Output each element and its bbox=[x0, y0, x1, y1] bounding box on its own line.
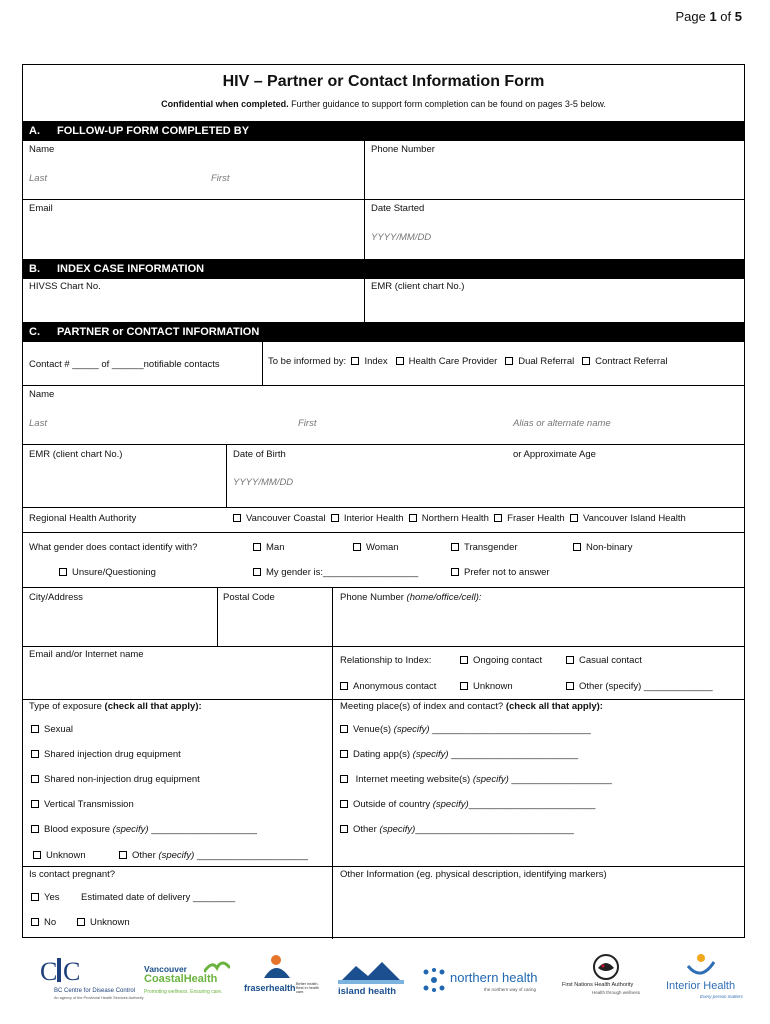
contact-name-label: Name bbox=[29, 389, 55, 400]
exposure-unknown[interactable]: Unknown bbox=[33, 850, 86, 861]
exposure-label: Type of exposure (check all that apply): bbox=[29, 701, 202, 712]
contact-phone-label: Phone Number (home/office/cell): bbox=[340, 592, 482, 603]
meeting-dating-app[interactable]: Dating app(s) (specify) ________________________ bbox=[340, 749, 578, 760]
pregnant-yes[interactable]: Yes bbox=[31, 892, 60, 903]
gender-self-described[interactable]: My gender is:__________________ bbox=[253, 567, 418, 578]
interior-figure-icon bbox=[686, 952, 716, 978]
meeting-website[interactable]: Internet meeting website(s) (specify) ___________________ bbox=[340, 774, 612, 785]
gender-transgender[interactable]: Transgender bbox=[451, 542, 518, 553]
contact-alias-field[interactable]: Alias or alternate name bbox=[513, 418, 611, 429]
relationship-label: Relationship to Index: bbox=[340, 655, 432, 666]
date-started-label: Date Started bbox=[371, 203, 425, 214]
rha-vch-checkbox[interactable] bbox=[233, 514, 241, 522]
gender-unsure[interactable]: Unsure/Questioning bbox=[59, 567, 156, 578]
contact-emr-label: EMR (client chart No.) bbox=[29, 449, 123, 460]
rha-fh-checkbox[interactable] bbox=[494, 514, 502, 522]
other-info-label: Other Information (eg. physical description, identifying markers) bbox=[340, 869, 607, 880]
rha-label: Regional Health Authority bbox=[29, 513, 137, 524]
rel-anonymous[interactable]: Anonymous contact bbox=[340, 681, 436, 692]
exposure-non-injection[interactable]: Shared non-injection drug equipment bbox=[31, 774, 200, 785]
rha-ih-checkbox[interactable] bbox=[331, 514, 339, 522]
fnha-eagle-icon bbox=[590, 954, 622, 980]
contact-last-field[interactable]: Last bbox=[29, 418, 47, 429]
fraser-person-icon bbox=[262, 954, 292, 980]
approx-age-label: or Approximate Age bbox=[513, 449, 596, 460]
meeting-other[interactable]: Other (specify)______________________________ bbox=[340, 824, 574, 835]
exposure-other[interactable]: Other (specify) _____________________ bbox=[119, 850, 308, 861]
vch-wave-icon bbox=[204, 958, 230, 974]
dob-label: Date of Birth bbox=[233, 449, 286, 460]
rel-unknown[interactable]: Unknown bbox=[460, 681, 513, 692]
pregnant-unknown[interactable]: Unknown bbox=[77, 917, 130, 928]
informed-dual-checkbox[interactable] bbox=[505, 357, 513, 365]
last-name-field[interactable]: Last bbox=[29, 173, 47, 184]
bccdc-logo: C C BC Centre for Disease Control An agency of the Provincial Health Services Authority bbox=[36, 950, 146, 1006]
gender-man[interactable]: Man bbox=[253, 542, 284, 553]
pregnant-label: Is contact pregnant? bbox=[29, 869, 116, 880]
page-number: Page 1 of 5 bbox=[675, 9, 742, 24]
form-subtitle: Confidential when completed. Further guidance to support form completion can be found on pages 3-5 below. bbox=[161, 99, 606, 109]
date-started-field[interactable]: YYYY/MM/DD bbox=[371, 232, 432, 243]
gender-woman[interactable]: Woman bbox=[353, 542, 399, 553]
exposure-sexual[interactable]: Sexual bbox=[31, 724, 73, 735]
phone-label: Phone Number bbox=[371, 144, 435, 155]
meeting-outside-country[interactable]: Outside of country (specify)________________________ bbox=[340, 799, 595, 810]
hivss-label: HIVSS Chart No. bbox=[29, 281, 101, 292]
delivery-date[interactable]: Estimated date of delivery ________ bbox=[81, 892, 236, 903]
gender-label: What gender does contact identify with? bbox=[29, 542, 198, 553]
gender-prefer-not[interactable]: Prefer not to answer bbox=[451, 567, 550, 578]
contact-email-label: Email and/or Internet name bbox=[29, 649, 144, 660]
fnha-logo: First Nations Health Authority Health through wellness bbox=[562, 950, 652, 1006]
contact-first-field[interactable]: First bbox=[298, 418, 317, 429]
exposure-blood[interactable]: Blood exposure (specify) ____________________ bbox=[31, 824, 257, 835]
meeting-venue[interactable]: Venue(s) (specify) ______________________________ bbox=[340, 724, 591, 735]
rha-nh-checkbox[interactable] bbox=[409, 514, 417, 522]
email-label: Email bbox=[29, 203, 53, 214]
hiv-contact-form bbox=[22, 64, 745, 938]
informed-index-checkbox[interactable] bbox=[351, 357, 359, 365]
vch-logo: Vancouver CoastalHealth Promoting wellness. Ensuring care. bbox=[144, 950, 234, 1006]
informed-by: To be informed by: Index Health Care Provider Dual Referral Contract Referral bbox=[268, 356, 668, 367]
informed-contract-checkbox[interactable] bbox=[582, 357, 590, 365]
northern-star-icon bbox=[422, 968, 446, 992]
index-emr-label: EMR (client chart No.) bbox=[371, 281, 465, 292]
informed-hcp-checkbox[interactable] bbox=[396, 357, 404, 365]
contact-count[interactable]: Contact # _____ of ______notifiable contacts bbox=[29, 359, 220, 370]
gender-nonbinary[interactable]: Non-binary bbox=[573, 542, 632, 553]
section-c-header: C. PARTNER or CONTACT INFORMATION bbox=[23, 322, 744, 342]
fraser-health-logo: fraserhealth Better health. Best in health care. bbox=[244, 950, 324, 1006]
island-health-logo: island health bbox=[336, 950, 406, 1006]
exposure-injection[interactable]: Shared injection drug equipment bbox=[31, 749, 181, 760]
rel-ongoing[interactable]: Ongoing contact bbox=[460, 655, 542, 666]
dob-field[interactable]: YYYY/MM/DD bbox=[233, 477, 294, 488]
form-title: HIV – Partner or Contact Information Form bbox=[222, 73, 545, 90]
name-label: Name bbox=[29, 144, 55, 155]
meeting-label: Meeting place(s) of index and contact? (check all that apply): bbox=[340, 701, 603, 712]
section-a-header: A. FOLLOW-UP FORM COMPLETED BY bbox=[23, 121, 744, 141]
rha-vih-checkbox[interactable] bbox=[570, 514, 578, 522]
first-name-field[interactable]: First bbox=[211, 173, 230, 184]
rel-casual[interactable]: Casual contact bbox=[566, 655, 642, 666]
island-mountain-icon bbox=[338, 962, 404, 984]
postal-label: Postal Code bbox=[223, 592, 275, 603]
northern-health-logo: northern health the northern way of caring bbox=[422, 950, 548, 1006]
section-b-header: B. INDEX CASE INFORMATION bbox=[23, 259, 744, 279]
city-label: City/Address bbox=[29, 592, 83, 603]
pregnant-no[interactable]: No bbox=[31, 917, 56, 928]
health-authority-logos bbox=[22, 950, 747, 1010]
rel-other[interactable]: Other (specify) _____________ bbox=[566, 681, 713, 692]
svg-text:C: C bbox=[63, 957, 81, 986]
exposure-vertical[interactable]: Vertical Transmission bbox=[31, 799, 134, 810]
rha-options: Vancouver Coastal Interior Health Northern Health Fraser Health Vancouver Island Health bbox=[233, 513, 686, 524]
interior-health-logo: Interior Health Every person matters bbox=[666, 950, 746, 1006]
svg-text:C: C bbox=[40, 957, 58, 986]
